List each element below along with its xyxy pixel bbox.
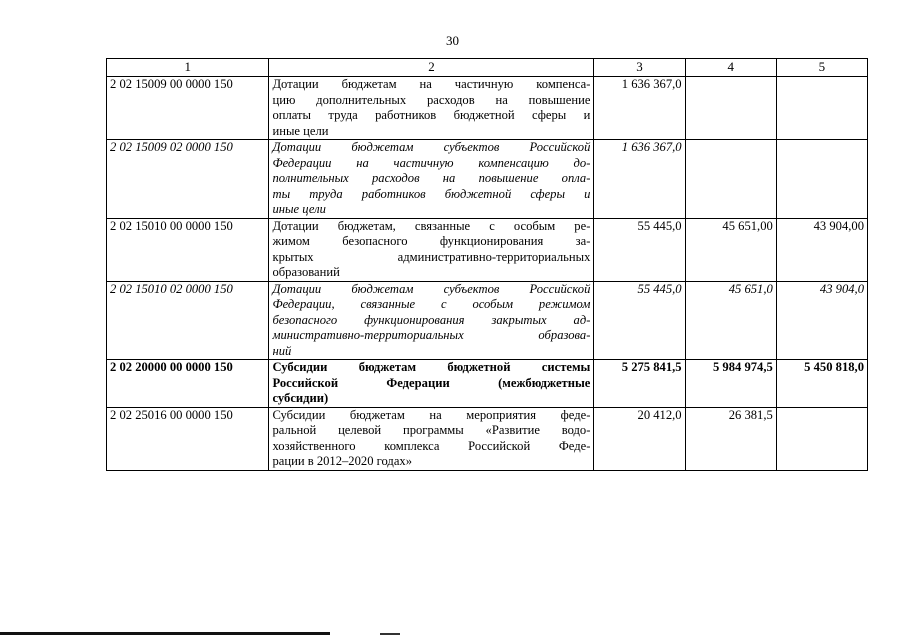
budget-code-cell: 2 02 15010 02 0000 150 xyxy=(107,281,269,360)
revenue-name-line: образований xyxy=(272,265,340,279)
revenue-name-cell xyxy=(269,281,594,360)
amount-col-3-cell: 55 445,0 xyxy=(594,218,685,281)
revenue-name-line: Дотации бюджетам, связанные с особым ре- xyxy=(272,218,591,233)
revenue-name-line: Федерации, связанные с особым режимом xyxy=(272,297,591,311)
amount-col-5-cell xyxy=(776,407,867,470)
revenue-name-cell xyxy=(269,218,594,281)
column-header-5: 5 xyxy=(776,59,867,77)
table-row xyxy=(107,407,868,470)
amount-col-3-cell: 1 636 367,0 xyxy=(594,140,685,219)
table-row xyxy=(107,77,868,140)
scan-edge-mark xyxy=(380,633,400,635)
revenue-name-line: Субсидии бюджетам на мероприятия феде- xyxy=(272,407,591,422)
page-number: 30 xyxy=(446,33,459,48)
amount-col-4-cell: 26 381,5 xyxy=(685,407,776,470)
budget-revenue-table xyxy=(106,58,868,471)
budget-code-cell: 2 02 20000 00 0000 150 xyxy=(107,360,269,408)
amount-col-4-cell: 45 651,0 xyxy=(685,281,776,360)
revenue-name-line: полнительных расходов на повышение опла- xyxy=(272,171,591,185)
revenue-name-line: Субсидии бюджетам бюджетной системы xyxy=(272,360,591,374)
amount-col-3-cell: 20 412,0 xyxy=(594,407,685,470)
revenue-name-line: Дотации бюджетам субъектов Российской xyxy=(272,140,591,154)
amount-col-4-cell: 5 984 974,5 xyxy=(685,360,776,408)
column-header-3: 3 xyxy=(594,59,685,77)
revenue-name-line: ты труда работников бюджетной сферы и xyxy=(272,186,591,201)
amount-col-4-cell xyxy=(685,77,776,140)
revenue-name-cell xyxy=(269,140,594,219)
revenue-name-cell xyxy=(269,360,594,408)
amount-col-4-cell: 45 651,00 xyxy=(685,218,776,281)
revenue-name-line: безопасного функционирования закрытых ад- xyxy=(272,312,591,327)
revenue-name-line: ний xyxy=(272,343,292,358)
revenue-name-line: Дотации бюджетам на частичную компенса- xyxy=(272,77,591,91)
revenue-name-line: Федерации на частичную компенсацию до- xyxy=(272,155,591,170)
revenue-name-line: субсидии) xyxy=(272,391,329,405)
amount-col-4-cell xyxy=(685,140,776,219)
revenue-name-line: Дотации бюджетам субъектов Российской xyxy=(272,281,591,296)
amount-col-5-cell: 43 904,0 xyxy=(776,281,867,360)
revenue-name-cell xyxy=(269,407,594,470)
table-row xyxy=(107,360,868,408)
table-row xyxy=(107,218,868,281)
revenue-name-line: иные цели xyxy=(272,202,326,216)
budget-code-cell: 2 02 15010 00 0000 150 xyxy=(107,218,269,281)
column-header-2: 2 xyxy=(269,59,594,77)
amount-col-5-cell xyxy=(776,77,867,140)
revenue-name-line: крытых административно-территориальных xyxy=(272,249,591,264)
amount-col-3-cell: 1 636 367,0 xyxy=(594,77,685,140)
column-header-1: 1 xyxy=(107,59,269,77)
amount-col-3-cell: 5 275 841,5 xyxy=(594,360,685,408)
amount-col-5-cell xyxy=(776,140,867,219)
amount-col-5-cell: 43 904,00 xyxy=(776,218,867,281)
table-header-row xyxy=(107,59,868,77)
revenue-name-line: Российской Федерации (межбюджетные xyxy=(272,375,591,390)
revenue-name-line: иные цели xyxy=(272,123,329,138)
revenue-name-line: ральной целевой программы «Развитие водо- xyxy=(272,423,591,437)
revenue-name-line: хозяйственного комплекса Российской Феде- xyxy=(272,438,591,453)
scan-edge-line xyxy=(0,632,330,635)
revenue-name-line: цию дополнительных расходов на повышение xyxy=(272,92,591,107)
revenue-name-cell xyxy=(269,77,594,140)
column-header-4: 4 xyxy=(685,59,776,77)
table-row xyxy=(107,281,868,360)
budget-code-cell: 2 02 15009 00 0000 150 xyxy=(107,77,269,140)
revenue-name-line: жимом безопасного функционирования за- xyxy=(272,234,591,248)
budget-code-cell: 2 02 15009 02 0000 150 xyxy=(107,140,269,219)
budget-code-cell: 2 02 25016 00 0000 150 xyxy=(107,407,269,470)
table-body xyxy=(107,77,868,471)
amount-col-5-cell: 5 450 818,0 xyxy=(776,360,867,408)
table-row xyxy=(107,140,868,219)
amount-col-3-cell: 55 445,0 xyxy=(594,281,685,360)
revenue-name-line: рации в 2012–2020 годах» xyxy=(272,454,413,468)
revenue-name-line: оплаты труда работников бюджетной сферы и xyxy=(272,108,591,122)
revenue-name-line: министративно-территориальных образова- xyxy=(272,328,591,342)
